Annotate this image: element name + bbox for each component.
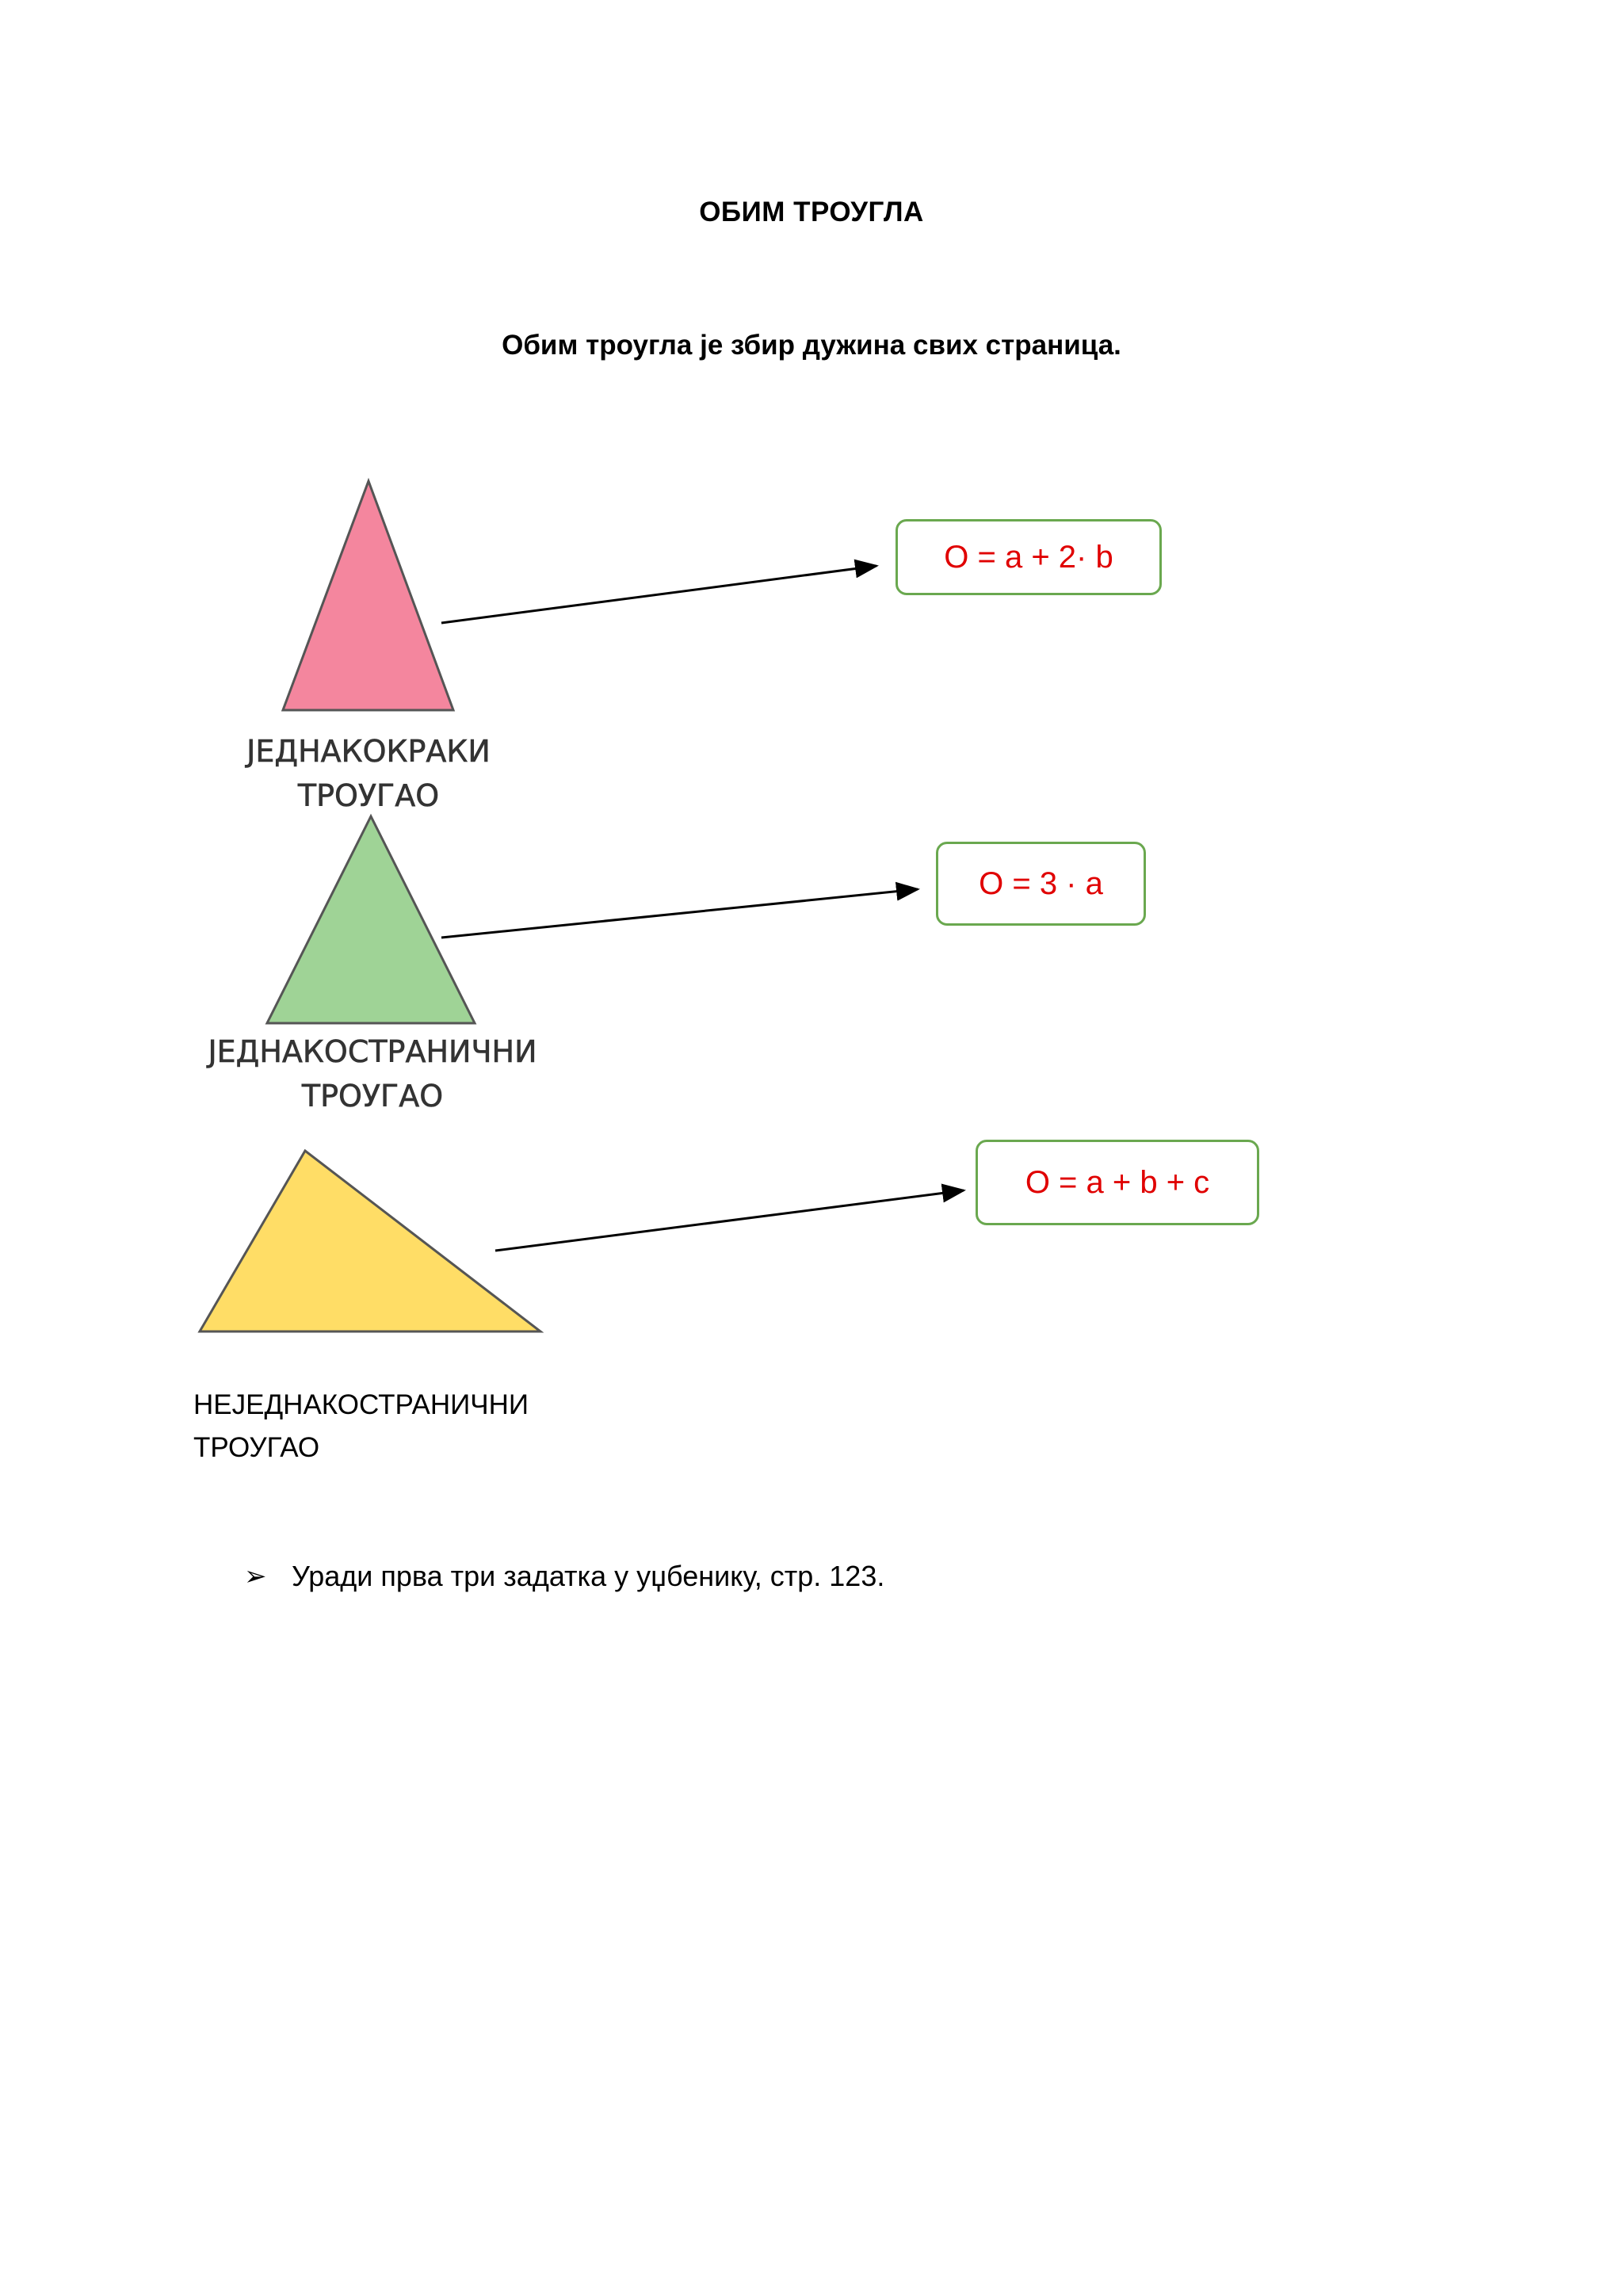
isosceles-label-line2: ТРОУГАО — [297, 778, 440, 813]
page-title: ОБИМ ТРОУГЛА — [699, 197, 924, 227]
isosceles-arrow — [441, 566, 876, 623]
isosceles-label — [230, 729, 507, 818]
equilateral-label-line2: ТРОУГАО — [301, 1079, 444, 1114]
arrow-bullet-icon: ➢ — [244, 1561, 267, 1591]
scalene-formula-box: O = a + b + c — [976, 1140, 1259, 1225]
definition-text: Обим троугла је збир дужина свих страница. — [502, 330, 1121, 361]
equilateral-arrow — [441, 889, 918, 938]
scalene-triangle — [200, 1151, 540, 1331]
isosceles-triangle — [283, 481, 453, 710]
task-item — [244, 1560, 884, 1593]
isosceles-formula-box: O = a + 2· b — [896, 519, 1162, 595]
scalene-label-line1: НЕЈЕДНАКОСТРАНИЧНИ — [193, 1389, 529, 1420]
isosceles-label-line1: ЈЕДНАКОКРАКИ — [246, 734, 491, 769]
scalene-label-line2: ТРОУГАО — [193, 1432, 320, 1463]
equilateral-label-line1: ЈЕДНАКОСТРАНИЧНИ — [208, 1034, 537, 1069]
scalene-arrow — [495, 1190, 964, 1251]
equilateral-triangle — [267, 816, 475, 1023]
equilateral-label — [190, 1030, 555, 1118]
task-text: Уради прва три задатка у уџбенику, стр. 123. — [292, 1560, 885, 1592]
scalene-label — [193, 1384, 529, 1469]
equilateral-formula-box: O = 3 · a — [936, 842, 1146, 926]
